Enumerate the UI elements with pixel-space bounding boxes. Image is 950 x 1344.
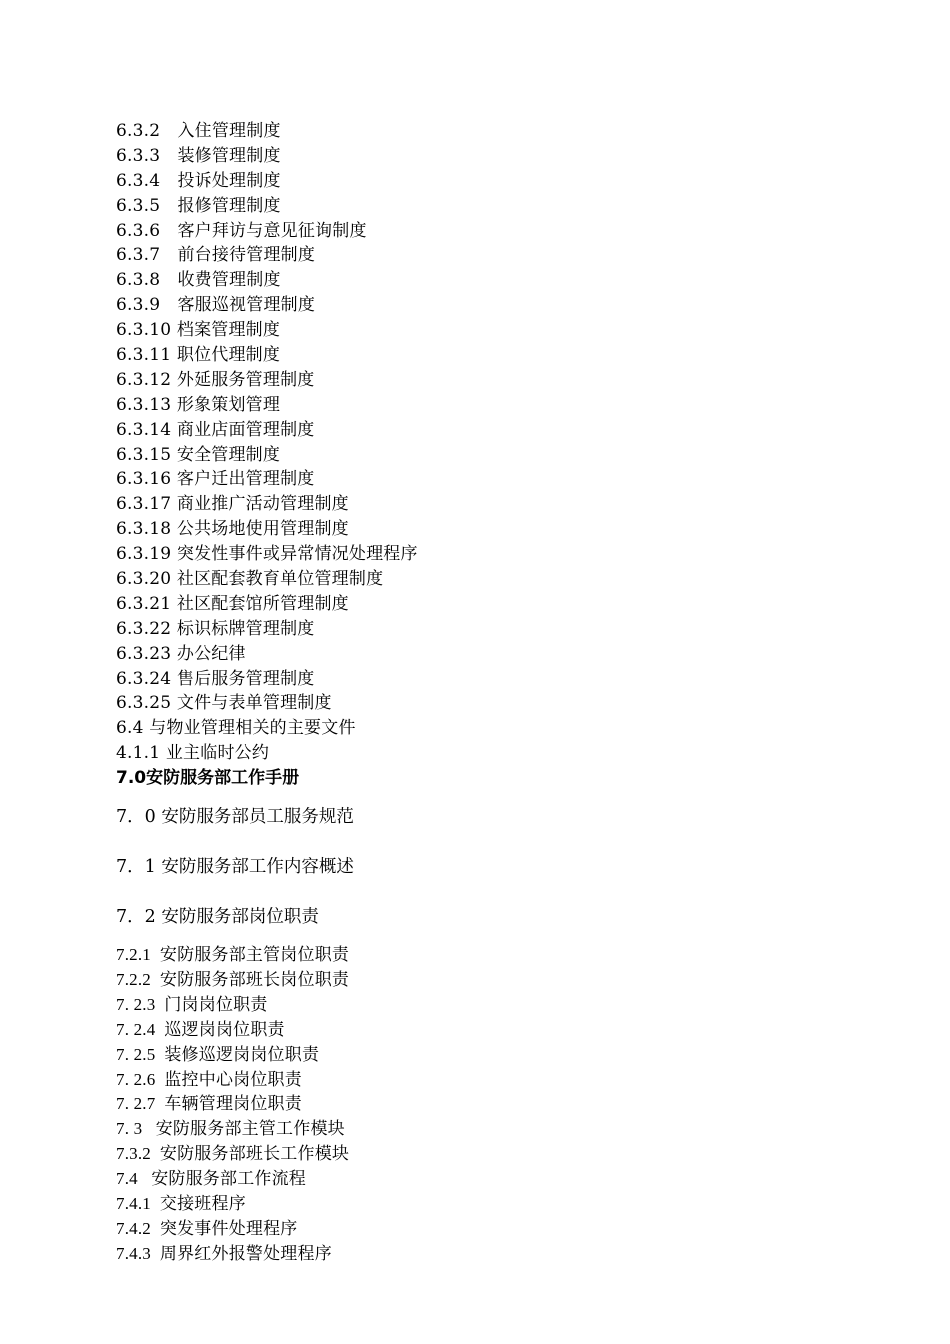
toc-entry: 7. 2.3 门岗岗位职责 xyxy=(116,994,268,1014)
toc-entry: 6.3.10 档案管理制度 xyxy=(116,320,281,341)
toc-entry: 6.3.18 公共场地使用管理制度 xyxy=(116,519,349,540)
toc-entry: 7. 2.4 巡逻岗岗位职责 xyxy=(116,1019,285,1039)
toc-entry: 6.3.16 客户迁出管理制度 xyxy=(116,469,315,490)
toc-entry: 7.3.2 安防服务部班长工作模块 xyxy=(116,1144,350,1164)
toc-entry: 7.4 安防服务部工作流程 xyxy=(116,1169,306,1189)
toc-entry: 6.3.12 外延服务管理制度 xyxy=(116,369,315,390)
toc-entry: 6.3.9 客服巡视管理制度 xyxy=(116,295,316,316)
toc-entry: 6.3.19 突发性事件或异常情况处理程序 xyxy=(116,544,418,565)
toc-entry: 7. 2.5 装修巡逻岗岗位职责 xyxy=(116,1044,320,1064)
subsection-heading: 7．1 安防服务部工作内容概述 xyxy=(116,857,354,878)
toc-entry: 6.3.20 社区配套教育单位管理制度 xyxy=(116,569,384,590)
toc-entry: 6.3.5 报修管理制度 xyxy=(116,195,281,216)
toc-entry: 6.3.7 前台接待管理制度 xyxy=(116,245,316,266)
toc-entry: 6.3.11 职位代理制度 xyxy=(116,345,281,366)
toc-entry: 4.1.1 业主临时公约 xyxy=(116,743,270,764)
toc-entry: 6.3.23 办公纪律 xyxy=(116,643,246,664)
subsection-heading: 7．0 安防服务部员工服务规范 xyxy=(116,807,354,828)
toc-entry: 6.3.4 投诉处理制度 xyxy=(116,170,281,191)
toc-entry: 6.3.8 收费管理制度 xyxy=(116,270,281,291)
toc-entry: 7. 2.7 车辆管理岗位职责 xyxy=(116,1094,302,1114)
toc-entry: 6.3.24 售后服务管理制度 xyxy=(116,668,315,689)
toc-entry: 7.4.2 突发事件处理程序 xyxy=(116,1218,298,1238)
toc-entry: 6.4 与物业管理相关的主要文件 xyxy=(116,718,356,739)
toc-entry: 7. 2.6 监控中心岗位职责 xyxy=(116,1069,302,1089)
toc-entry: 6.3.25 文件与表单管理制度 xyxy=(116,693,332,714)
toc-list-6 xyxy=(116,119,896,766)
toc-entry: 6.3.6 客户拜访与意见征询制度 xyxy=(116,220,367,241)
toc-entry: 7.4.1 交接班程序 xyxy=(116,1193,246,1213)
toc-entry: 7.2.2 安防服务部班长岗位职责 xyxy=(116,969,350,989)
toc-list-7 xyxy=(116,943,896,1267)
section-heading: 7.0安防服务部工作手册 xyxy=(116,768,300,789)
toc-entry: 6.3.15 安全管理制度 xyxy=(116,444,281,465)
toc-entry: 6.3.14 商业店面管理制度 xyxy=(116,419,315,440)
subsection-heading: 7．2 安防服务部岗位职责 xyxy=(116,907,319,928)
toc-entry: 7.2.1 安防服务部主管岗位职责 xyxy=(116,945,350,965)
toc-entry: 6.3.17 商业推广活动管理制度 xyxy=(116,494,349,515)
toc-entry: 6.3.21 社区配套馆所管理制度 xyxy=(116,593,349,614)
toc-entry: 6.3.2 入住管理制度 xyxy=(116,121,281,141)
document-page xyxy=(116,119,896,1267)
toc-entry: 6.3.22 标识标牌管理制度 xyxy=(116,618,315,639)
toc-entry: 6.3.3 装修管理制度 xyxy=(116,145,281,166)
toc-entry: 6.3.13 形象策划管理 xyxy=(116,394,281,415)
toc-entry: 7. 3 安防服务部主管工作模块 xyxy=(116,1119,345,1139)
toc-entry: 7.4.3 周界红外报警处理程序 xyxy=(116,1243,332,1263)
